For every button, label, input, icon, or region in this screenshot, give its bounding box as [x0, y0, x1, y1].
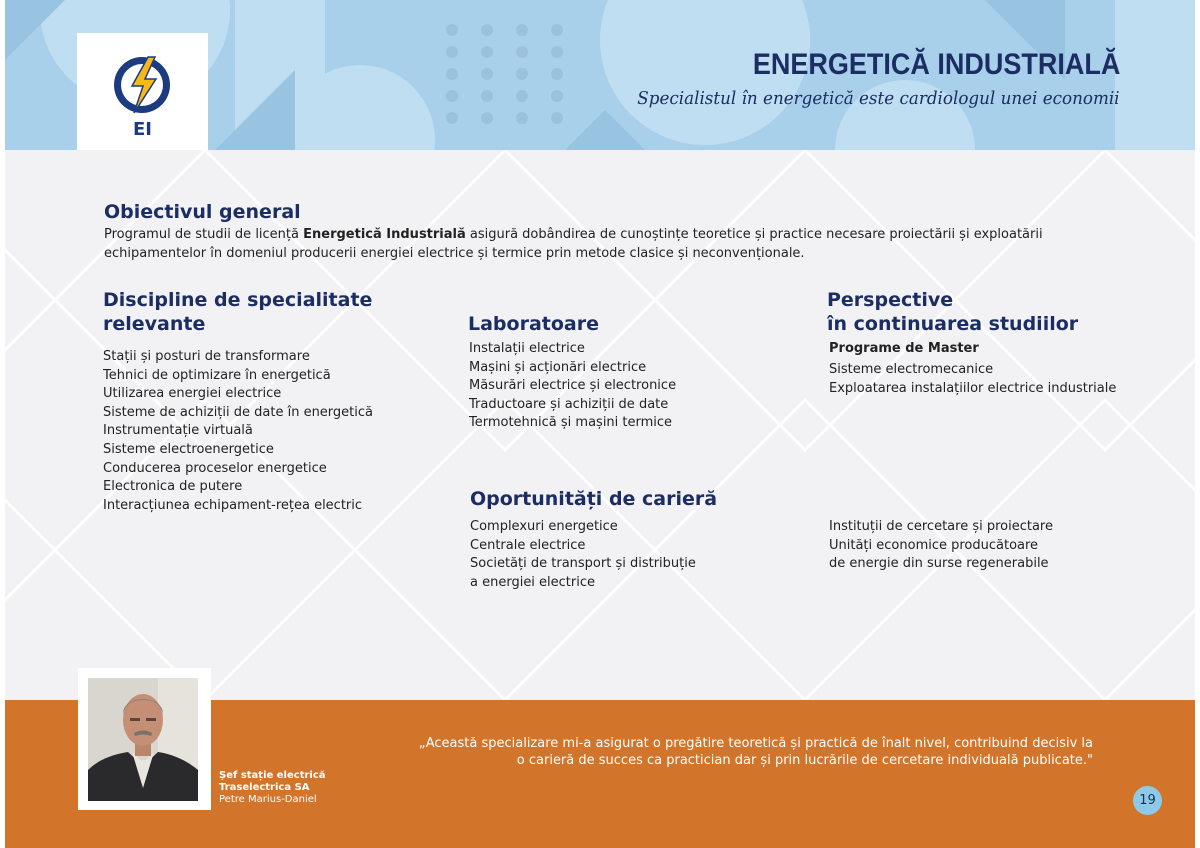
- perspectives-list: [829, 361, 1116, 398]
- page-subtitle: Specialistul în energetică este cardiologul unei economii: [637, 88, 1120, 109]
- labs-heading: Laboratoare: [468, 313, 599, 335]
- perspectives-heading-line2: în continuarea studiilor: [827, 313, 1079, 335]
- disciplines-heading-line1: Discipline de specialitate: [103, 289, 373, 311]
- list-item: Instalații electrice: [469, 341, 585, 356]
- logo: [77, 33, 208, 151]
- testimonial-photo-frame: [78, 668, 211, 810]
- list-item: Complexuri energetice: [470, 519, 618, 534]
- labs-list: [469, 340, 676, 433]
- logo-text: EI: [133, 119, 152, 140]
- master-programs-heading: Programe de Master: [829, 341, 979, 356]
- perspectives-heading-line1: Perspective: [827, 289, 954, 311]
- objective-text-start: Programul de studii de licență: [104, 227, 304, 242]
- list-item: Stații și posturi de transformare: [103, 349, 310, 364]
- list-item: a energiei electrice: [470, 574, 596, 590]
- list-item: Interacțiunea echipament-rețea electric: [103, 497, 363, 513]
- testimonial-name: Petre Marius-Daniel: [219, 794, 317, 805]
- testimonial-role: Șef stație electrică: [219, 770, 326, 781]
- quote-line: o carieră de succes ca practician dar și prin lucrările de cercetare individuală publicate.": [516, 753, 1093, 768]
- list-item: Sisteme de achiziții de date în energetică: [103, 404, 373, 420]
- list-item: Unități economice producătoare: [829, 537, 1039, 553]
- testimonial-caption: [219, 770, 326, 806]
- list-item: Traductoare și achiziții de date: [469, 396, 669, 412]
- disciplines-list: [103, 348, 373, 515]
- list-item: Electronica de putere: [103, 479, 243, 495]
- list-item: Utilizarea energiei electrice: [103, 386, 282, 402]
- list-item: Instrumentație virtuală: [103, 423, 253, 439]
- list-item: Exploatarea instalațiilor electrice industriale: [829, 380, 1117, 396]
- portrait-photo: [88, 678, 198, 801]
- testimonial-quote: [393, 735, 1093, 769]
- lightning-bolt-icon: [112, 55, 172, 115]
- list-item: Sisteme electroenergetice: [103, 441, 274, 457]
- page-title: ENERGETICĂ INDUSTRIALĂ: [752, 48, 1120, 81]
- objective-text: [104, 226, 1134, 263]
- careers-list-right: [829, 518, 1053, 574]
- list-item: Mașini și acționări electrice: [469, 359, 647, 375]
- list-item: Termotehnică și mașini termice: [469, 415, 673, 431]
- careers-list-left: [470, 518, 696, 592]
- careers-heading: Oportunități de carieră: [470, 488, 718, 510]
- disciplines-heading-line2: relevante: [103, 313, 206, 335]
- list-item: Tehnici de optimizare în energetică: [103, 367, 331, 383]
- list-item: Societăți de transport și distribuție: [470, 556, 696, 572]
- list-item: Instituții de cercetare și proiectare: [829, 519, 1053, 534]
- quote-line: „Această specializare mi-a asigurat o pregătire teoretică și practică de înalt nivel, contribuind decisiv la: [418, 736, 1093, 751]
- list-item: Conducerea proceselor energetice: [103, 460, 327, 476]
- objective-text-end: asigură dobândirea de cunoștințe teoretice și practice necesare proiectării și exploatării echipamentelor în domeniul producerii energiei electrice și termice prin metode clasice și neconvenționale.: [104, 227, 1043, 261]
- objective-heading: Obiectivul general: [104, 201, 301, 223]
- testimonial-company: Traselectrica SA: [219, 782, 310, 793]
- list-item: Măsurări electrice și electronice: [469, 378, 677, 394]
- objective-program-name: Energetică Industrială: [303, 227, 466, 242]
- page-number-badge: 19: [1133, 786, 1162, 815]
- list-item: de energie din surse regenerabile: [829, 556, 1049, 572]
- list-item: Centrale electrice: [470, 537, 586, 553]
- list-item: Sisteme electromecanice: [829, 362, 994, 377]
